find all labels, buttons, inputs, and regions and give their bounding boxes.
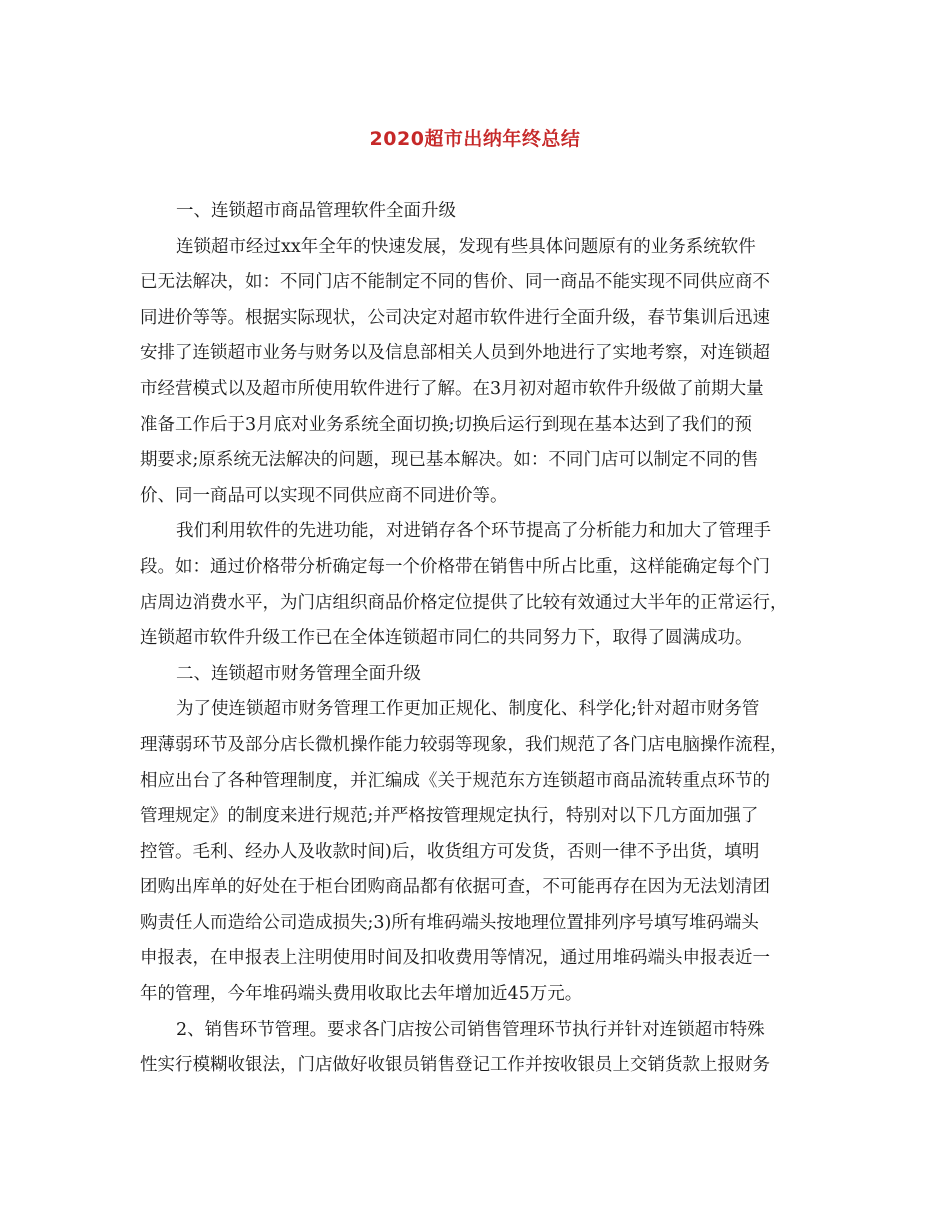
text-line: 连锁超市软件升级工作已在全体连锁超市同仁的共同努力下，取得了圆满成功。 — [140, 628, 753, 649]
text-line: 购责任人而造给公司造成损失;3)所有堆码端头按地理位置排列序号填写堆码端头 — [140, 912, 759, 933]
text-line: 理薄弱环节及部分店长微机操作能力较弱等现象，我们规范了各门店电脑操作流程， — [140, 734, 788, 755]
text-line: 期要求;原系统无法解决的问题，现已基本解决。如：不同门店可以制定不同的售 — [140, 450, 759, 471]
text-line: 安排了连锁超市业务与财务以及信息部相关人员到外地进行了实地考察，对连锁超 — [140, 343, 770, 364]
text-line: 同进价等等。根据实际现状，公司决定对超市软件进行全面升级，春节集训后迅速 — [140, 307, 770, 328]
text-line: 一、连锁超市商品管理软件全面升级 — [176, 201, 456, 221]
document-body — [140, 194, 820, 1084]
text-line: 我们利用软件的先进功能，对进销存各个环节提高了分析能力和加大了管理手 — [176, 521, 771, 542]
text-line: 为了使连锁超市财务管理工作更加正规化、制度化、科学化;针对超市财务管 — [176, 699, 760, 720]
text-line: 年的管理，今年堆码端头费用收取比去年增加近45万元。 — [140, 984, 583, 1005]
text-line: 控管。毛利、经办人及收款时间)后，收货组方可发货，否则一律不予出货，填明 — [140, 841, 760, 862]
text-line: 相应出台了各种管理制度，并汇编成《关于规范东方连锁超市商品流转重点环节的 — [140, 770, 770, 791]
text-line: 准备工作后于3月底对业务系统全面切换;切换后运行到现在基本达到了我们的预 — [140, 414, 753, 435]
text-line: 市经营模式以及超市所使用软件进行了解。在3月初对超市软件升级做了前期大量 — [140, 378, 764, 399]
text-line: 性实行模糊收银法，门店做好收银员销售登记工作并按收银员上交销货款上报财务 — [140, 1055, 770, 1076]
text-line: 申报表，在申报表上注明使用时间及扣收费用等情况，通过用堆码端头申报表近一 — [140, 948, 770, 969]
text-line: 店周边消费水平，为门店组织商品价格定位提供了比较有效通过大半年的正常运行， — [140, 592, 788, 613]
document-title: 2020超市出纳年终总结 — [369, 128, 581, 150]
text-line: 价、同一商品可以实现不同供应商不同进价等。 — [140, 485, 508, 506]
text-line: 已无法解决，如：不同门店不能制定不同的售价、同一商品不能实现不同供应商不 — [140, 272, 770, 293]
text-line: 2、销售环节管理。要求各门店按公司销售管理环节执行并针对连锁超市特殊 — [176, 1019, 765, 1040]
text-line: 连锁超市经过xx年全年的快速发展，发现有些具体问题原有的业务系统软件 — [176, 236, 756, 257]
text-line: 二、连锁超市财务管理全面升级 — [176, 663, 421, 684]
text-line: 管理规定》的制度来进行规范;并严格按管理规定执行，特别对以下几方面加强了 — [140, 806, 759, 827]
text-line: 段。如：通过价格带分析确定每一个价格带在销售中所占比重，这样能确定每个门 — [140, 556, 770, 577]
text-line: 团购出库单的好处在于柜台团购商品都有依据可查，不可能再存在因为无法划清团 — [140, 877, 770, 898]
